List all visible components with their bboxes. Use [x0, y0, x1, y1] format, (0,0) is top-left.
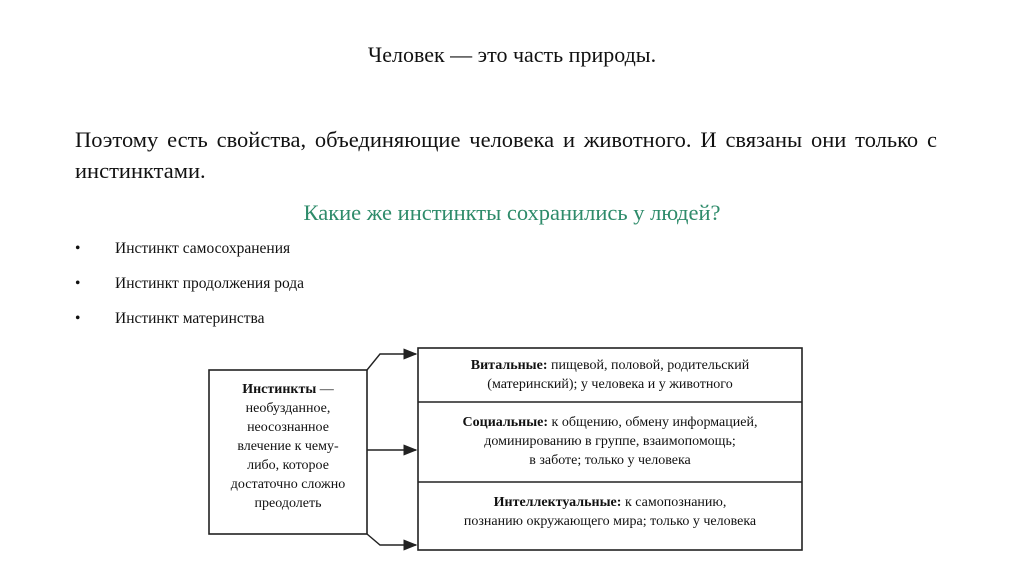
bullet-icon: •	[75, 275, 81, 292]
question-heading: Какие же инстинкты сохранились у людей?	[303, 200, 721, 225]
type-text: доминированию в группе, взаимопомощь;	[484, 434, 736, 449]
arrow-to-vital	[367, 354, 416, 370]
definition-line: достаточно сложно	[230, 477, 346, 492]
slide-title: Человек — это часть природы.	[367, 42, 657, 67]
arrow-to-intellectual	[367, 534, 416, 545]
type-text: в заботе; только у человека	[529, 453, 691, 468]
list-item-text: Инстинкт самосохранения	[115, 240, 291, 257]
definition-line: влечение к чему-	[237, 439, 339, 454]
type-name: Интеллектуальные:	[493, 495, 622, 510]
type-text: пищевой, половой, родительский	[551, 358, 750, 373]
definition-line: либо, которое	[247, 458, 329, 473]
definition-term: Инстинкты	[242, 382, 317, 397]
definition-text	[211, 380, 365, 513]
list-item-text: Инстинкт продолжения рода	[115, 275, 305, 292]
bullet-icon: •	[75, 240, 81, 257]
type-name: Витальные:	[470, 358, 548, 373]
social-instincts	[420, 413, 800, 470]
definition-line: —	[319, 382, 334, 397]
type-name: Социальные:	[462, 415, 549, 430]
type-text: познанию окружающего мира; только у человека	[463, 514, 757, 529]
intro-paragraph: Поэтому есть свойства, объединяющие человека и животного. И связаны они только с инстинктами.	[75, 127, 937, 183]
definition-line: необузданное,	[245, 401, 331, 416]
vital-instincts	[420, 356, 800, 394]
list-item-text: Инстинкт материнства	[115, 310, 265, 327]
type-text: к общению, обмену информацией,	[551, 415, 758, 430]
type-text: к самопознанию,	[624, 495, 727, 510]
bullet-icon: •	[75, 310, 81, 327]
intellectual-instincts	[420, 493, 800, 531]
definition-line: преодолеть	[254, 496, 322, 511]
definition-line: неосознанное	[247, 420, 329, 435]
type-text: (материнский); у человека и у животного	[487, 377, 733, 392]
